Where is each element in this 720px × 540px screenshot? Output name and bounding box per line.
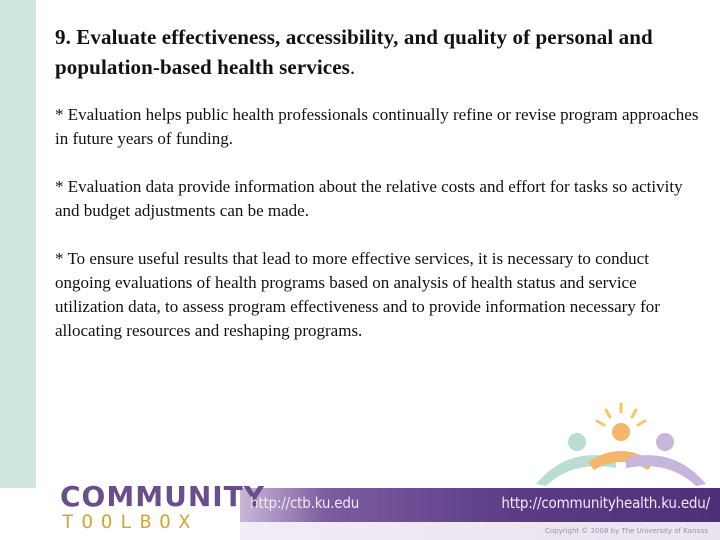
person-head-icon [656,433,674,451]
bullet-item: * Evaluation data provide information about the relative costs and effort for tasks so activity and budget adjustments can be made. [55,177,683,220]
sun-icon [597,404,645,425]
people-arch-logo [528,402,714,486]
communityhealth-url-link[interactable]: http://communityhealth.ku.edu/ [501,494,710,512]
bullet-item: * To ensure useful results that lead to more effective services, it is necessary to conduct ongoing evaluations of health programs based on analysis of health status and service utilization data, to assess program effectiveness and to provide information necessary for allocating resources and reshaping programs. [55,249,660,340]
ctb-url-link[interactable]: http://ctb.ku.edu [250,494,360,512]
toolbox-logo: TOOLBOX [62,511,199,533]
slide-title-text: 9. Evaluate effectiveness, accessibility, and quality of personal and population-based health services [55,25,653,79]
slide-title [55,22,705,82]
bullet-list [55,103,705,343]
person-head-icon [612,423,630,441]
slide-content [55,22,705,367]
copyright-text: Copyright © 2008 by The University of Kansas [544,527,708,535]
logo-community-text: COMMUNITY [60,480,266,513]
community-logo [60,480,265,513]
left-accent-bar [0,0,36,488]
person-head-icon [568,433,586,451]
slide-title-period: . [349,55,356,79]
person-arm-icon [626,455,706,486]
bullet-item: * Evaluation helps public health professionals continually refine or revise program approaches in future years of funding. [55,105,699,148]
